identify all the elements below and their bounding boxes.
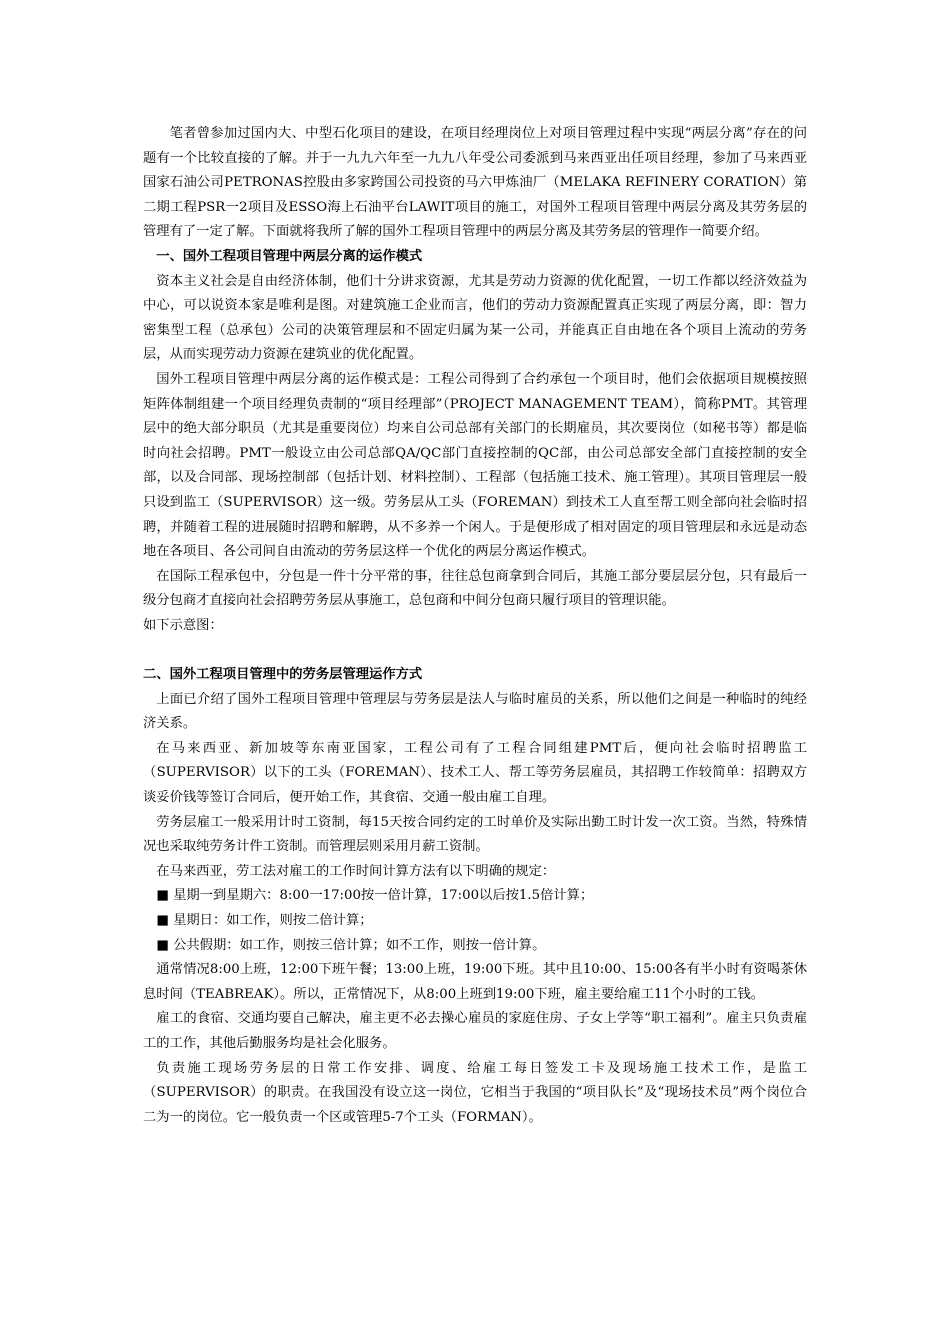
section-1-diagram-caption: 如下示意图： xyxy=(143,617,223,633)
section-1-paragraph-3: 在国际工程承包中，分包是一件十分平常的事，往往总包商拿到合同后，其施工部分要层层分包，只有最后一级分包商才直接向社会招聘劳务层从事施工，总包商和中间分包商只履行项目的管理识能。 xyxy=(143,568,807,609)
section-2-paragraph-3: 劳务层雇工一般采用计时工资制，每15天按合同约定的工时单价及实际出勤工时计发一次工资。当然，特殊情况也采取纯劳务计件工资制。而管理层则采用月薪工资制。 xyxy=(143,814,807,855)
section-1-paragraph-2: 国外工程项目管理中两层分离的运作模式是：工程公司得到了合约承包一个项目时，他们会依据项目规模按照矩阵体制组建一个项目经理负责制的“项目经理部”（PROJECT MANAGEMENT TEAM），简称PMT。其管理层中的绝大部分职员（尤其是重要岗位）均来自公司总部有关部门的长期雇员，其次要岗位（如秘书等）都是临时向社会招聘。PMT一般设立由公司总部QA/QC部门直接控制的QC部，由公司总部安全部门直接控制的安全部，以及合同部、现场控制部（包括计划、材料控制）、工程部（包括施工技术、施工管理）。其项目管理层一般只设到监工（SUPERVISOR）这一级。劳务层从工头（FOREMAN）到技术工人直至帮工则全部向社会临时招聘，并随着工程的进展随时招聘和解聘，从不多养一个闲人。于是便形成了相对固定的项目管理层和永远是动态地在各项目、各公司间自由流动的劳务层这样一个优化的两层分离运作模式。 xyxy=(143,371,807,560)
section-1-heading: 一、国外工程项目管理中两层分离的运作模式 xyxy=(156,248,423,264)
section-2-paragraph-5: 通常情况8:00上班，12:00下班午餐；13:00上班，19:00下班。其中且10:00、15:00各有半小时有资喝茶休息时间（TEABREAK）。所以，正常情况下，从8:00上班到19:00下班，雇主要给雇工11个小时的工钱。 xyxy=(143,962,807,1002)
section-2-paragraph-1: 上面已介绍了国外工程项目管理中管理层与劳务层是法人与临时雇员的关系，所以他们之间是一种临时的纯经济关系。 xyxy=(143,691,807,732)
section-2-paragraph-6: 雇工的食宿、交通均要自己解决，雇主更不必去操心雇员的家庭住房、子女上学等“职工福利”。雇主只负责雇工的工作，其他后勤服务均是社会化服务。 xyxy=(143,1011,807,1051)
section-1-paragraph-1: 资本主义社会是自由经济体制，他们十分讲求资源，尤其是劳动力资源的优化配置，一切工作都以经济效益为中心，可以说资本家是唯利是图。对建筑施工企业而言，他们的劳动力资源配置真正实现了两层分离，即：智力密集型工程（总承包）公司的决策管理层和不固定归属为某一公司，并能真正自由地在各个项目上流动的劳务层，从而实现劳动力资源在建筑业的优化配置。 xyxy=(143,273,807,363)
diagram-placeholder-space xyxy=(143,638,807,663)
section-2-paragraph-4: 在马来西亚，劳工法对雇工的工作时间计算方法有以下明确的规定： xyxy=(156,863,556,879)
section-2-paragraph-2: 在马来西亚、新加坡等东南亚国家，工程公司有了工程合同组建PMT后，便向社会临时招聘监工（SUPERVISOR）以下的工头（FOREMAN）、技术工人、帮工等劳务层雇员，其招聘工作较简单：招聘双方谈妥价钱等签订合同后，便开始工作，其食宿、交通一般由雇工自理。 xyxy=(143,740,807,806)
bullet-sunday-hours: ■ 星期日：如工作，则按二倍计算； xyxy=(156,913,373,928)
document-page xyxy=(143,122,807,1130)
section-2-paragraph-7: 负责施工现场劳务层的日常工作安排、调度、给雇工每日签发工卡及现场施工技术工作，是监工（SUPERVISOR）的职责。在我国没有设立这一岗位，它相当于我国的“项目队长”及“现场技术员”两个岗位合二为一的岗位。它一般负责一个区或管理5-7个工头（FORMAN）。 xyxy=(143,1060,807,1125)
section-2-heading: 二、国外工程项目管理中的劳务层管理运作方式 xyxy=(143,667,423,683)
bullet-weekday-hours: ■ 星期一到星期六：8:00一17:00按一倍计算，17:00以后按1.5倍计算； xyxy=(156,888,594,904)
bullet-holiday-hours: ■ 公共假期：如工作，则按三倍计算；如不工作，则按一倍计算。 xyxy=(156,937,546,953)
intro-paragraph: 笔者曾参加过国内大、中型石化项目的建设，在项目经理岗位上对项目管理过程中实现“两层分离”存在的问题有一个比较直接的了解。并于一九九六年至一九九八年受公司委派到马来西亚出任项目经理，参加了马来西亚国家石油公司PETRONAS控股由多家跨国公司投资的马六甲炼油厂（MELAKA REFINERY CORATION）第二期工程PSR一2项目及ESSO海上石油平台LAWIT项目的施工，对国外工程项目管理中两层分离及其劳务层的管理有了一定了解。下面就将我所了解的国外工程项目管理中的两层分离及其劳务层的管理作一简要介绍。 xyxy=(143,126,807,240)
